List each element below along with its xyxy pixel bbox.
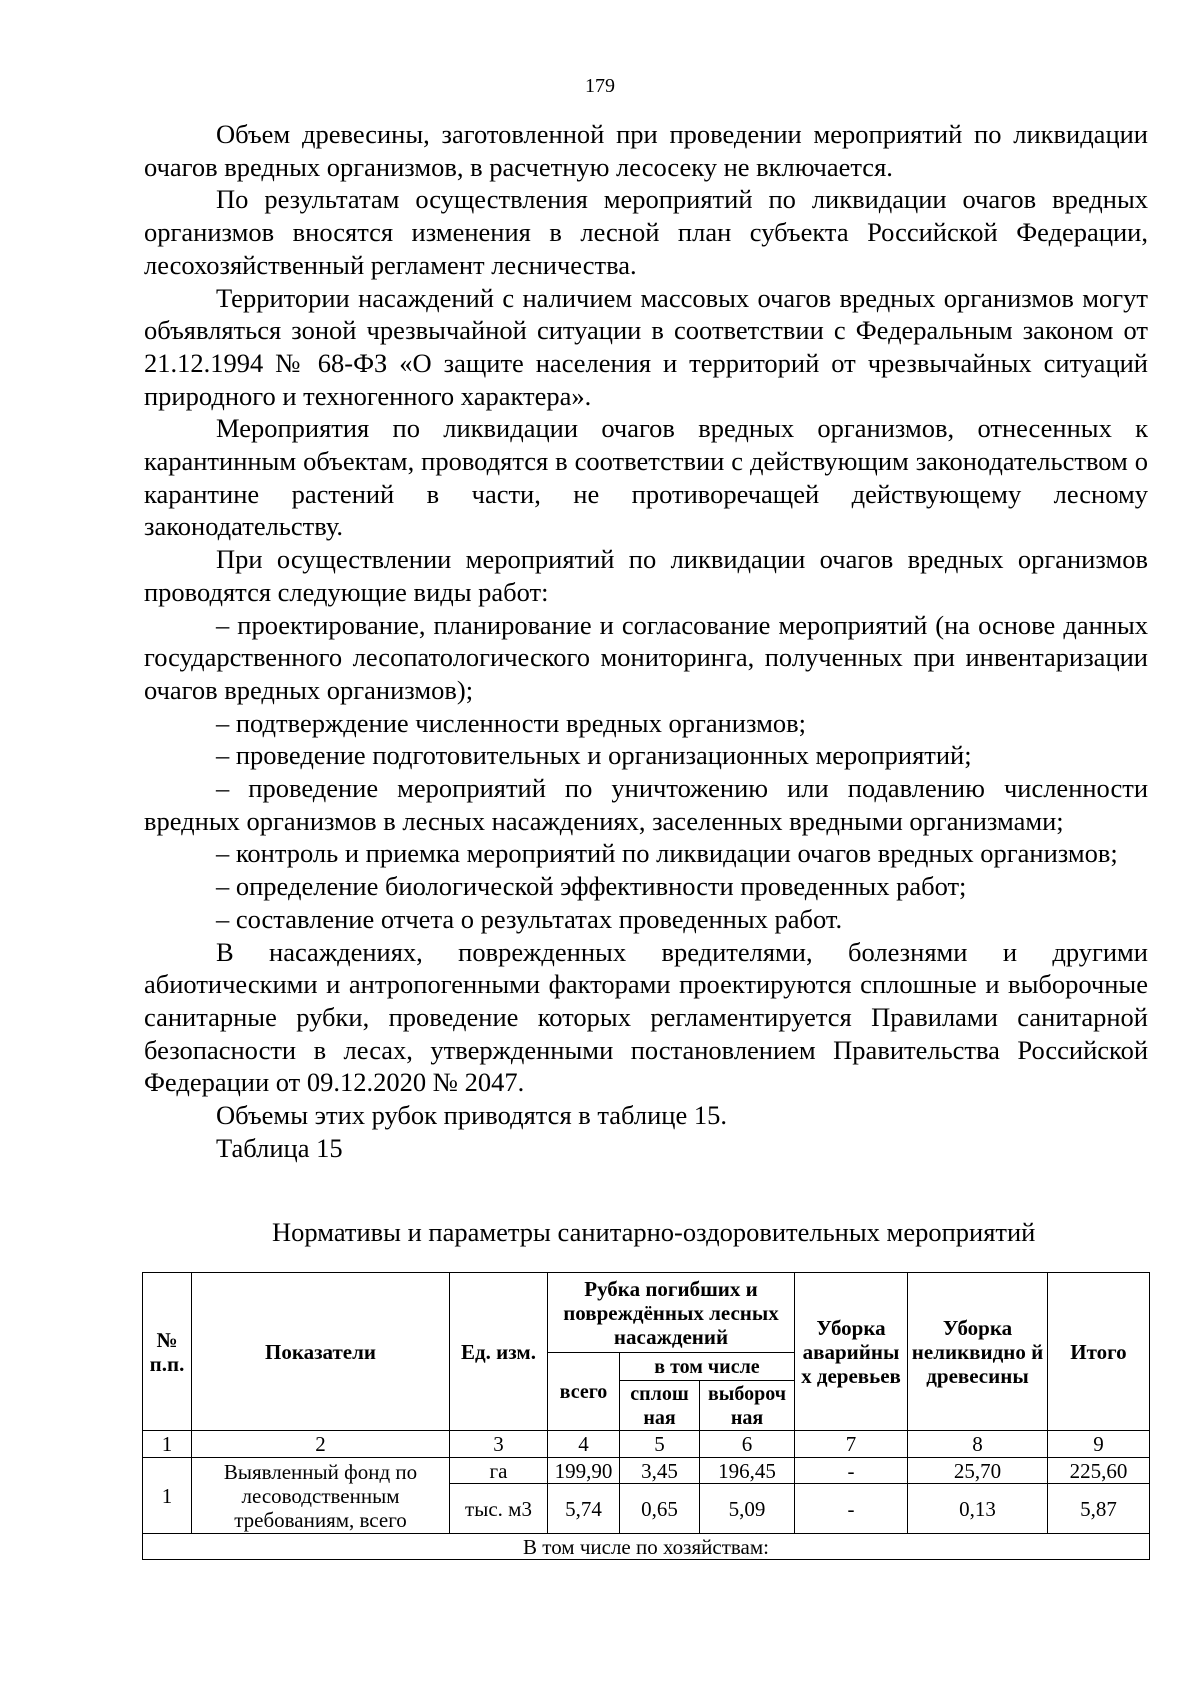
page-number: 179 bbox=[585, 75, 615, 97]
list-item: – проектирование, планирование и согласование мероприятий (на основе данных государственного лесопатологического мониторинга, полученных при инвентаризации очагов вредных организмов); bbox=[144, 609, 1148, 705]
row-illiquid: 25,70 bbox=[908, 1458, 1048, 1484]
header-illiquid: Уборка неликвидно й древесины bbox=[908, 1273, 1048, 1431]
row-total: 5,87 bbox=[1048, 1484, 1150, 1534]
list-item: – контроль и приемка мероприятий по ликвидации очагов вредных организмов; bbox=[216, 838, 1118, 869]
header-felling: Рубка погибших и повреждённых лесных насаждений bbox=[548, 1273, 795, 1353]
paragraph: Территории насаждений с наличием массовых очагов вредных организмов могут объявляться зоной чрезвычайной ситуации в соответствии с Федеральным законом от 21.12.1994 № 68-ФЗ «О защите населения и территорий от чрезвычайных ситуаций природного и техногенного характера». bbox=[144, 282, 1148, 411]
column-number: 2 bbox=[192, 1431, 450, 1458]
row-selective: 196,45 bbox=[700, 1458, 795, 1484]
paragraph: По результатам осуществления мероприятий по ликвидации очагов вредных организмов вносятся изменения в лесной план субъекта Российской Федерации, лесохозяйственный регламент лесничества. bbox=[144, 184, 1148, 280]
column-number: 8 bbox=[908, 1431, 1048, 1458]
header-unit: Ед. изм. bbox=[450, 1273, 548, 1431]
header-total: Итого bbox=[1048, 1273, 1150, 1431]
row-selective: 5,09 bbox=[700, 1484, 795, 1534]
column-number: 1 bbox=[143, 1431, 192, 1458]
column-number-row bbox=[143, 1431, 1150, 1458]
column-number: 3 bbox=[450, 1431, 548, 1458]
table-row bbox=[143, 1458, 1150, 1484]
paragraph: Объем древесины, заготовленной при проведении мероприятий по ликвидации очагов вредных организмов, в расчетную лесосеку не включается. bbox=[144, 119, 1148, 182]
row-unit: тыс. м3 bbox=[450, 1484, 548, 1534]
header-indicators: Показатели bbox=[192, 1273, 450, 1431]
row-emergency: - bbox=[795, 1458, 908, 1484]
list-item: – проведение мероприятий по уничтожению или подавлению численности вредных организмов в лесных насаждениях, заселенных вредными организмами; bbox=[144, 773, 1148, 836]
body-text bbox=[144, 118, 1148, 1165]
row-total: 225,60 bbox=[1048, 1458, 1150, 1484]
header-total-all: всего bbox=[548, 1353, 620, 1431]
table-title: Нормативы и параметры санитарно-оздоровительных мероприятий bbox=[272, 1217, 1036, 1247]
row-illiquid: 0,13 bbox=[908, 1484, 1048, 1534]
row-clear: 3,45 bbox=[620, 1458, 700, 1484]
row-all: 199,90 bbox=[548, 1458, 620, 1484]
header-clear: сплош ная bbox=[620, 1381, 700, 1431]
section-label: В том числе по хозяйствам: bbox=[143, 1534, 1150, 1560]
row-all: 5,74 bbox=[548, 1484, 620, 1534]
data-table bbox=[142, 1272, 1150, 1560]
column-number: 5 bbox=[620, 1431, 700, 1458]
row-clear: 0,65 bbox=[620, 1484, 700, 1534]
column-number: 6 bbox=[700, 1431, 795, 1458]
paragraph: Мероприятия по ликвидации очагов вредных организмов, отнесенных к карантинным объектам, проводятся в соответствии с действующим законодательством о карантине растений в части, не противоречащей действующему лесному законодательству. bbox=[144, 413, 1148, 542]
row-unit: га bbox=[450, 1458, 548, 1484]
table-label: Таблица 15 bbox=[216, 1132, 343, 1163]
column-number: 7 bbox=[795, 1431, 908, 1458]
list-item: – составление отчета о результатах проведенных работ. bbox=[216, 903, 843, 934]
row-num: 1 bbox=[143, 1458, 192, 1534]
header-selective: выбороч ная bbox=[700, 1381, 795, 1431]
list-item: – проведение подготовительных и организационных мероприятий; bbox=[216, 740, 972, 771]
header-row bbox=[143, 1273, 1150, 1353]
section-row bbox=[143, 1534, 1150, 1560]
column-number: 4 bbox=[548, 1431, 620, 1458]
list-item: – подтверждение численности вредных организмов; bbox=[216, 707, 806, 738]
header-including: в том числе bbox=[620, 1353, 795, 1381]
header-emergency: Уборка аварийны х деревьев bbox=[795, 1273, 908, 1431]
paragraph: Объемы этих рубок приводятся в таблице 15. bbox=[216, 1100, 727, 1131]
paragraph: В насаждениях, поврежденных вредителями, болезнями и другими абиотическими и антропогенными факторами проектируются сплошные и выборочные санитарные рубки, проведение которых регламентируется Правилами санитарной безопасности в лесах, утвержденными постановлением Правительства Российской Федерации от 09.12.2020 № 2047. bbox=[144, 936, 1148, 1098]
paragraph: При осуществлении мероприятий по ликвидации очагов вредных организмов проводятся следующие виды работ: bbox=[144, 544, 1148, 607]
header-num: № п.п. bbox=[143, 1273, 192, 1431]
list-item: – определение биологической эффективности проведенных работ; bbox=[216, 871, 967, 902]
row-indicator: Выявленный фонд по лесоводственным требованиям, всего bbox=[192, 1458, 450, 1534]
row-emergency: - bbox=[795, 1484, 908, 1534]
column-number: 9 bbox=[1048, 1431, 1150, 1458]
